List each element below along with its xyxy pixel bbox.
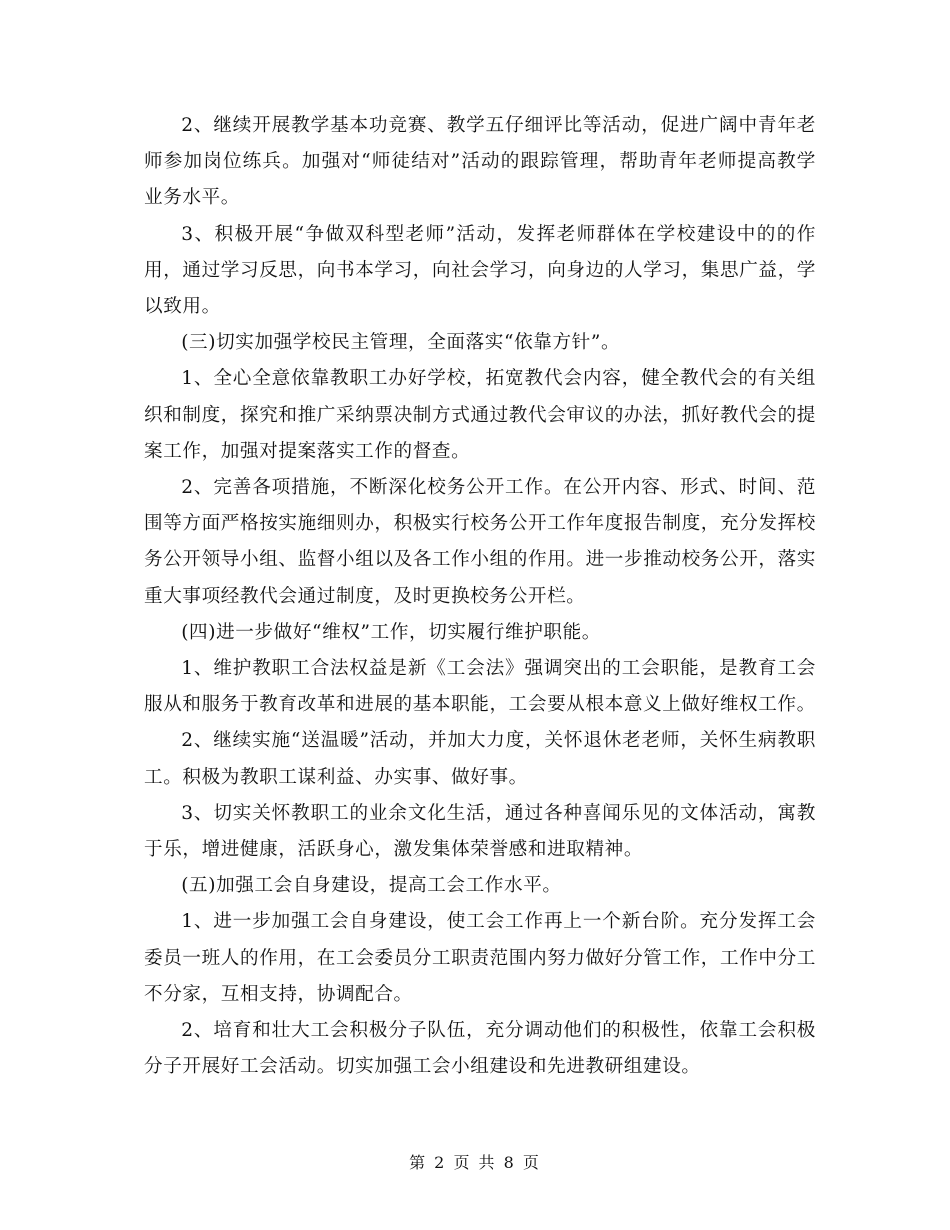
paragraph-1: 2、继续开展教学基本功竞赛、教学五仔细评比等活动，促进广阔中青年老师参加岗位练兵。加强对“师徒结对”活动的跟踪管理，帮助青年老师提高教学业务水平。 bbox=[144, 115, 816, 209]
page-number-footer: 第 2 页 共 8 页 bbox=[409, 1153, 541, 1172]
document-body bbox=[144, 108, 816, 1085]
paragraph-2: 3、积极开展“争做双科型老师”活动，发挥老师群体在学校建设中的的作用，通过学习反思，向书本学习，向社会学习，向身边的人学习，集思广益，学以致用。 bbox=[144, 223, 816, 318]
paragraph-3: 1、全心全意依靠教职工办好学校，拓宽教代会内容，健全教代会的有关组织和制度，探究和推广采纳票决制方式通过教代会审议的办法，抓好教代会的提案工作，加强对提案落实工作的督查。 bbox=[144, 368, 816, 462]
section-heading-4: (四)进一步做好“维权”工作，切实履行维护职能。 bbox=[181, 621, 601, 643]
paragraph-9: 2、培育和壮大工会积极分子队伍，充分调动他们的积极性，依靠工会积极分子开展好工会活动。切实加强工会小组建设和先进教研组建设。 bbox=[144, 1020, 816, 1078]
paragraph-8: 1、进一步加强工会自身建设，使工会工作再上一个新台阶。充分发挥工会委员一班人的作用，在工会委员分工职责范围内努力做好分管工作，工作中分工不分家，互相支持，协调配合。 bbox=[144, 911, 816, 1005]
section-heading-5: (五)加强工会自身建设，提高工会工作水平。 bbox=[181, 875, 562, 897]
paragraph-4: 2、完善各项措施，不断深化校务公开工作。在公开内容、形式、时间、范围等方面严格按实施细则办，积极实行校务公开工作年度报告制度，充分发挥校务公开领导小组、监督小组以及各工作小组的作用。进一步推动校务公开，落实重大事项经教代会通过制度，及时更换校务公开栏。 bbox=[144, 477, 816, 607]
paragraph-5: 1、维护教职工合法权益是新《工会法》强调突出的工会职能，是教育工会服从和服务于教育改革和进展的基本职能，工会要从根本意义上做好维权工作。 bbox=[144, 658, 816, 716]
section-heading-3: (三)切实加强学校民主管理，全面落实“依靠方针”。 bbox=[181, 332, 621, 354]
paragraph-6: 2、继续实施“送温暖”活动，并加大力度，关怀退休老老师，关怀生病教职工。积极为教职工谋利益、办实事、做好事。 bbox=[144, 730, 816, 788]
paragraph-7: 3、切实关怀教职工的业余文化生活，通过各种喜闻乐见的文体活动，寓教于乐，增进健康，活跃身心，激发集体荣誉感和进取精神。 bbox=[144, 802, 816, 861]
